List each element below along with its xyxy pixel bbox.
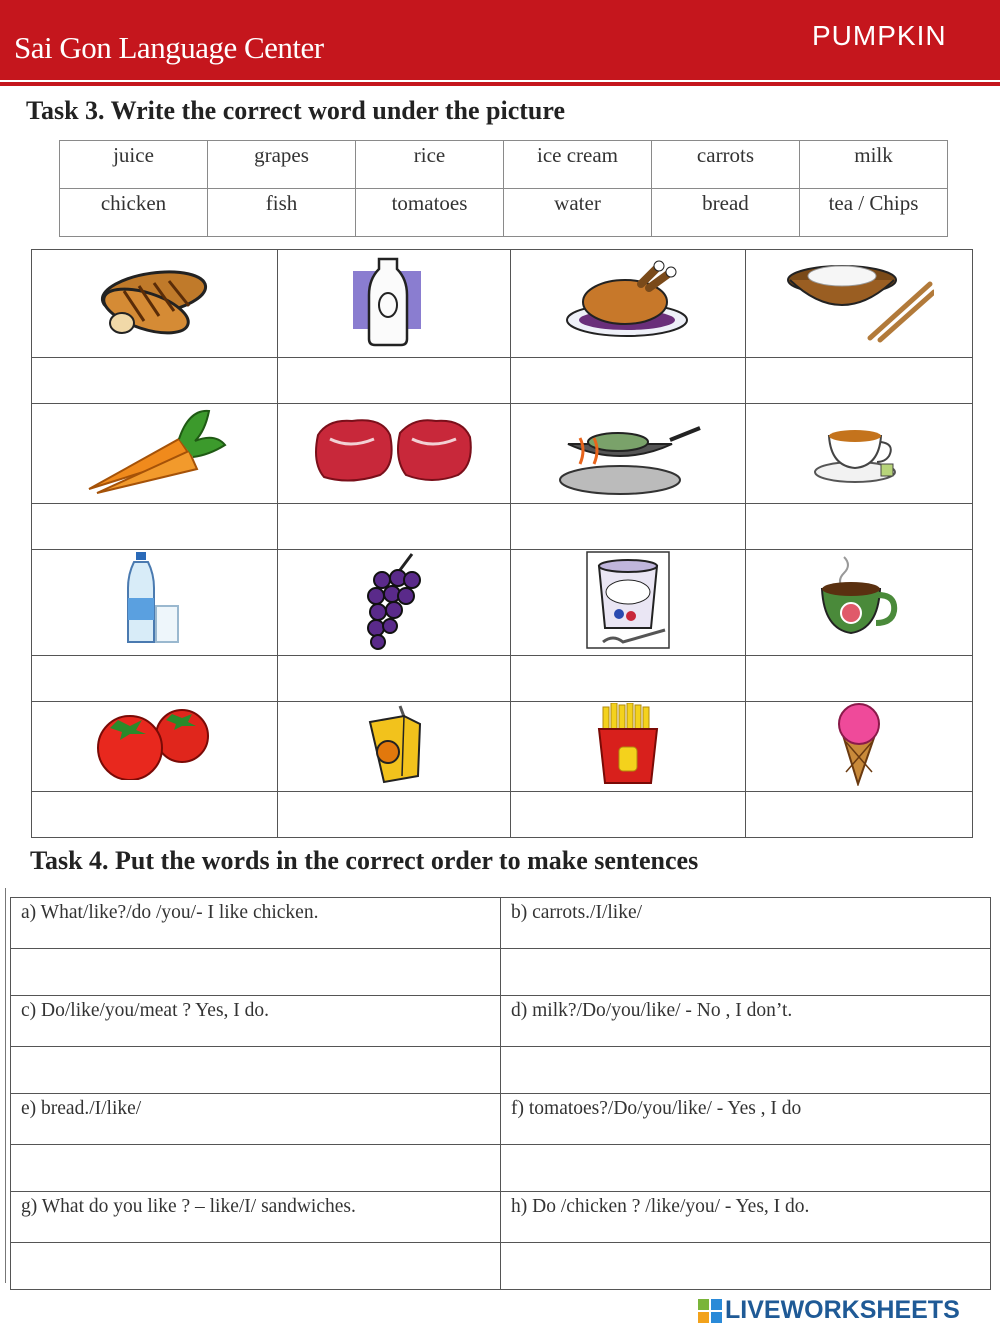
roast-chicken-picture (563, 258, 693, 344)
answer-cell[interactable] (511, 656, 746, 702)
center-name: Sai Gon Language Center (14, 30, 324, 65)
word-bank-cell: tea / Chips (800, 189, 948, 237)
sentence-table (10, 897, 991, 1290)
picture-cell (277, 250, 511, 358)
bread-picture (94, 261, 214, 341)
sentence-answer[interactable] (11, 1047, 501, 1094)
word-bank-cell: carrots (652, 141, 800, 189)
sentence-answer[interactable] (501, 1047, 991, 1094)
answer-cell[interactable] (32, 504, 278, 550)
word-bank-cell: water (504, 189, 652, 237)
answer-cell[interactable] (511, 504, 746, 550)
level-label: PUMPKIN (812, 20, 947, 51)
picture-cell (277, 404, 511, 504)
sentence-answer[interactable] (501, 949, 991, 996)
answer-cell[interactable] (277, 792, 511, 838)
ice-cream-picture (834, 702, 884, 786)
yogurt-picture (585, 550, 671, 650)
header-divider (0, 80, 1000, 82)
sentence-answer[interactable] (501, 1243, 991, 1290)
meat-picture (314, 415, 474, 487)
sentence-prompt: d) milk?/Do/you/like/ - No , I don’t. (501, 996, 991, 1047)
answer-cell[interactable] (277, 358, 511, 404)
sentence-prompt: h) Do /chicken ? /like/you/ - Yes, I do. (501, 1192, 991, 1243)
answer-cell[interactable] (277, 504, 511, 550)
sentence-answer[interactable] (11, 1243, 501, 1290)
water-picture (124, 552, 184, 648)
answer-cell[interactable] (511, 358, 746, 404)
answer-cell[interactable] (746, 792, 973, 838)
picture-cell (277, 702, 511, 792)
header-divider-bottom (0, 84, 1000, 86)
liveworksheets-footer (697, 1296, 960, 1325)
picture-cell (32, 550, 278, 656)
sentence-answer[interactable] (501, 1145, 991, 1192)
word-bank-cell: fish (208, 189, 356, 237)
picture-cell (746, 250, 973, 358)
liveworksheets-logo-icon (697, 1298, 723, 1324)
picture-cell (746, 404, 973, 504)
picture-cell (511, 702, 746, 792)
tea-picture (811, 414, 907, 488)
word-bank-cell: rice (356, 141, 504, 189)
answer-cell[interactable] (32, 358, 278, 404)
sentence-prompt: g) What do you like ? – like/I/ sandwiches. (11, 1192, 501, 1243)
carrots-picture (79, 405, 229, 497)
sentence-prompt: f) tomatoes?/Do/you/like/ - Yes , I do (501, 1094, 991, 1145)
word-bank-cell: milk (800, 141, 948, 189)
left-margin-line (5, 888, 6, 1283)
picture-grid (31, 249, 973, 838)
sentence-prompt: c) Do/like/you/meat ? Yes, I do. (11, 996, 501, 1047)
picture-cell (746, 550, 973, 656)
liveworksheets-brand: LIVEWORKSHEETS (725, 1296, 960, 1324)
picture-cell (511, 550, 746, 656)
sentence-answer[interactable] (11, 949, 501, 996)
picture-cell (277, 550, 511, 656)
chips-picture (595, 703, 661, 785)
word-bank-cell: chicken (60, 189, 208, 237)
hot-chocolate-picture (814, 553, 904, 647)
picture-cell (511, 250, 746, 358)
rice-picture (784, 258, 934, 344)
grapes-picture (356, 550, 432, 650)
milk-picture (349, 255, 439, 347)
picture-cell (746, 702, 973, 792)
answer-cell[interactable] (511, 792, 746, 838)
sentence-prompt: e) bread./I/like/ (11, 1094, 501, 1145)
picture-cell (32, 404, 278, 504)
task3-title: Task 3. Write the correct word under the picture (26, 96, 565, 125)
juice-picture (364, 704, 424, 784)
fish-picture (550, 404, 706, 498)
answer-cell[interactable] (32, 656, 278, 702)
picture-cell (511, 404, 746, 504)
sentence-prompt: a) What/like?/do /you/- I like chicken. (11, 898, 501, 949)
answer-cell[interactable] (32, 792, 278, 838)
picture-cell (32, 250, 278, 358)
word-bank-cell: ice cream (504, 141, 652, 189)
answer-cell[interactable] (277, 656, 511, 702)
picture-cell (32, 702, 278, 792)
answer-cell[interactable] (746, 504, 973, 550)
sentence-answer[interactable] (11, 1145, 501, 1192)
word-bank-cell: grapes (208, 141, 356, 189)
task4-title: Task 4. Put the words in the correct order to make sentences (30, 846, 699, 875)
tomatoes-picture (92, 708, 216, 780)
answer-cell[interactable] (746, 358, 973, 404)
sentence-prompt: b) carrots./I/like/ (501, 898, 991, 949)
word-bank-cell: tomatoes (356, 189, 504, 237)
word-bank-cell: bread (652, 189, 800, 237)
answer-cell[interactable] (746, 656, 973, 702)
word-bank (59, 140, 948, 237)
word-bank-cell: juice (60, 141, 208, 189)
